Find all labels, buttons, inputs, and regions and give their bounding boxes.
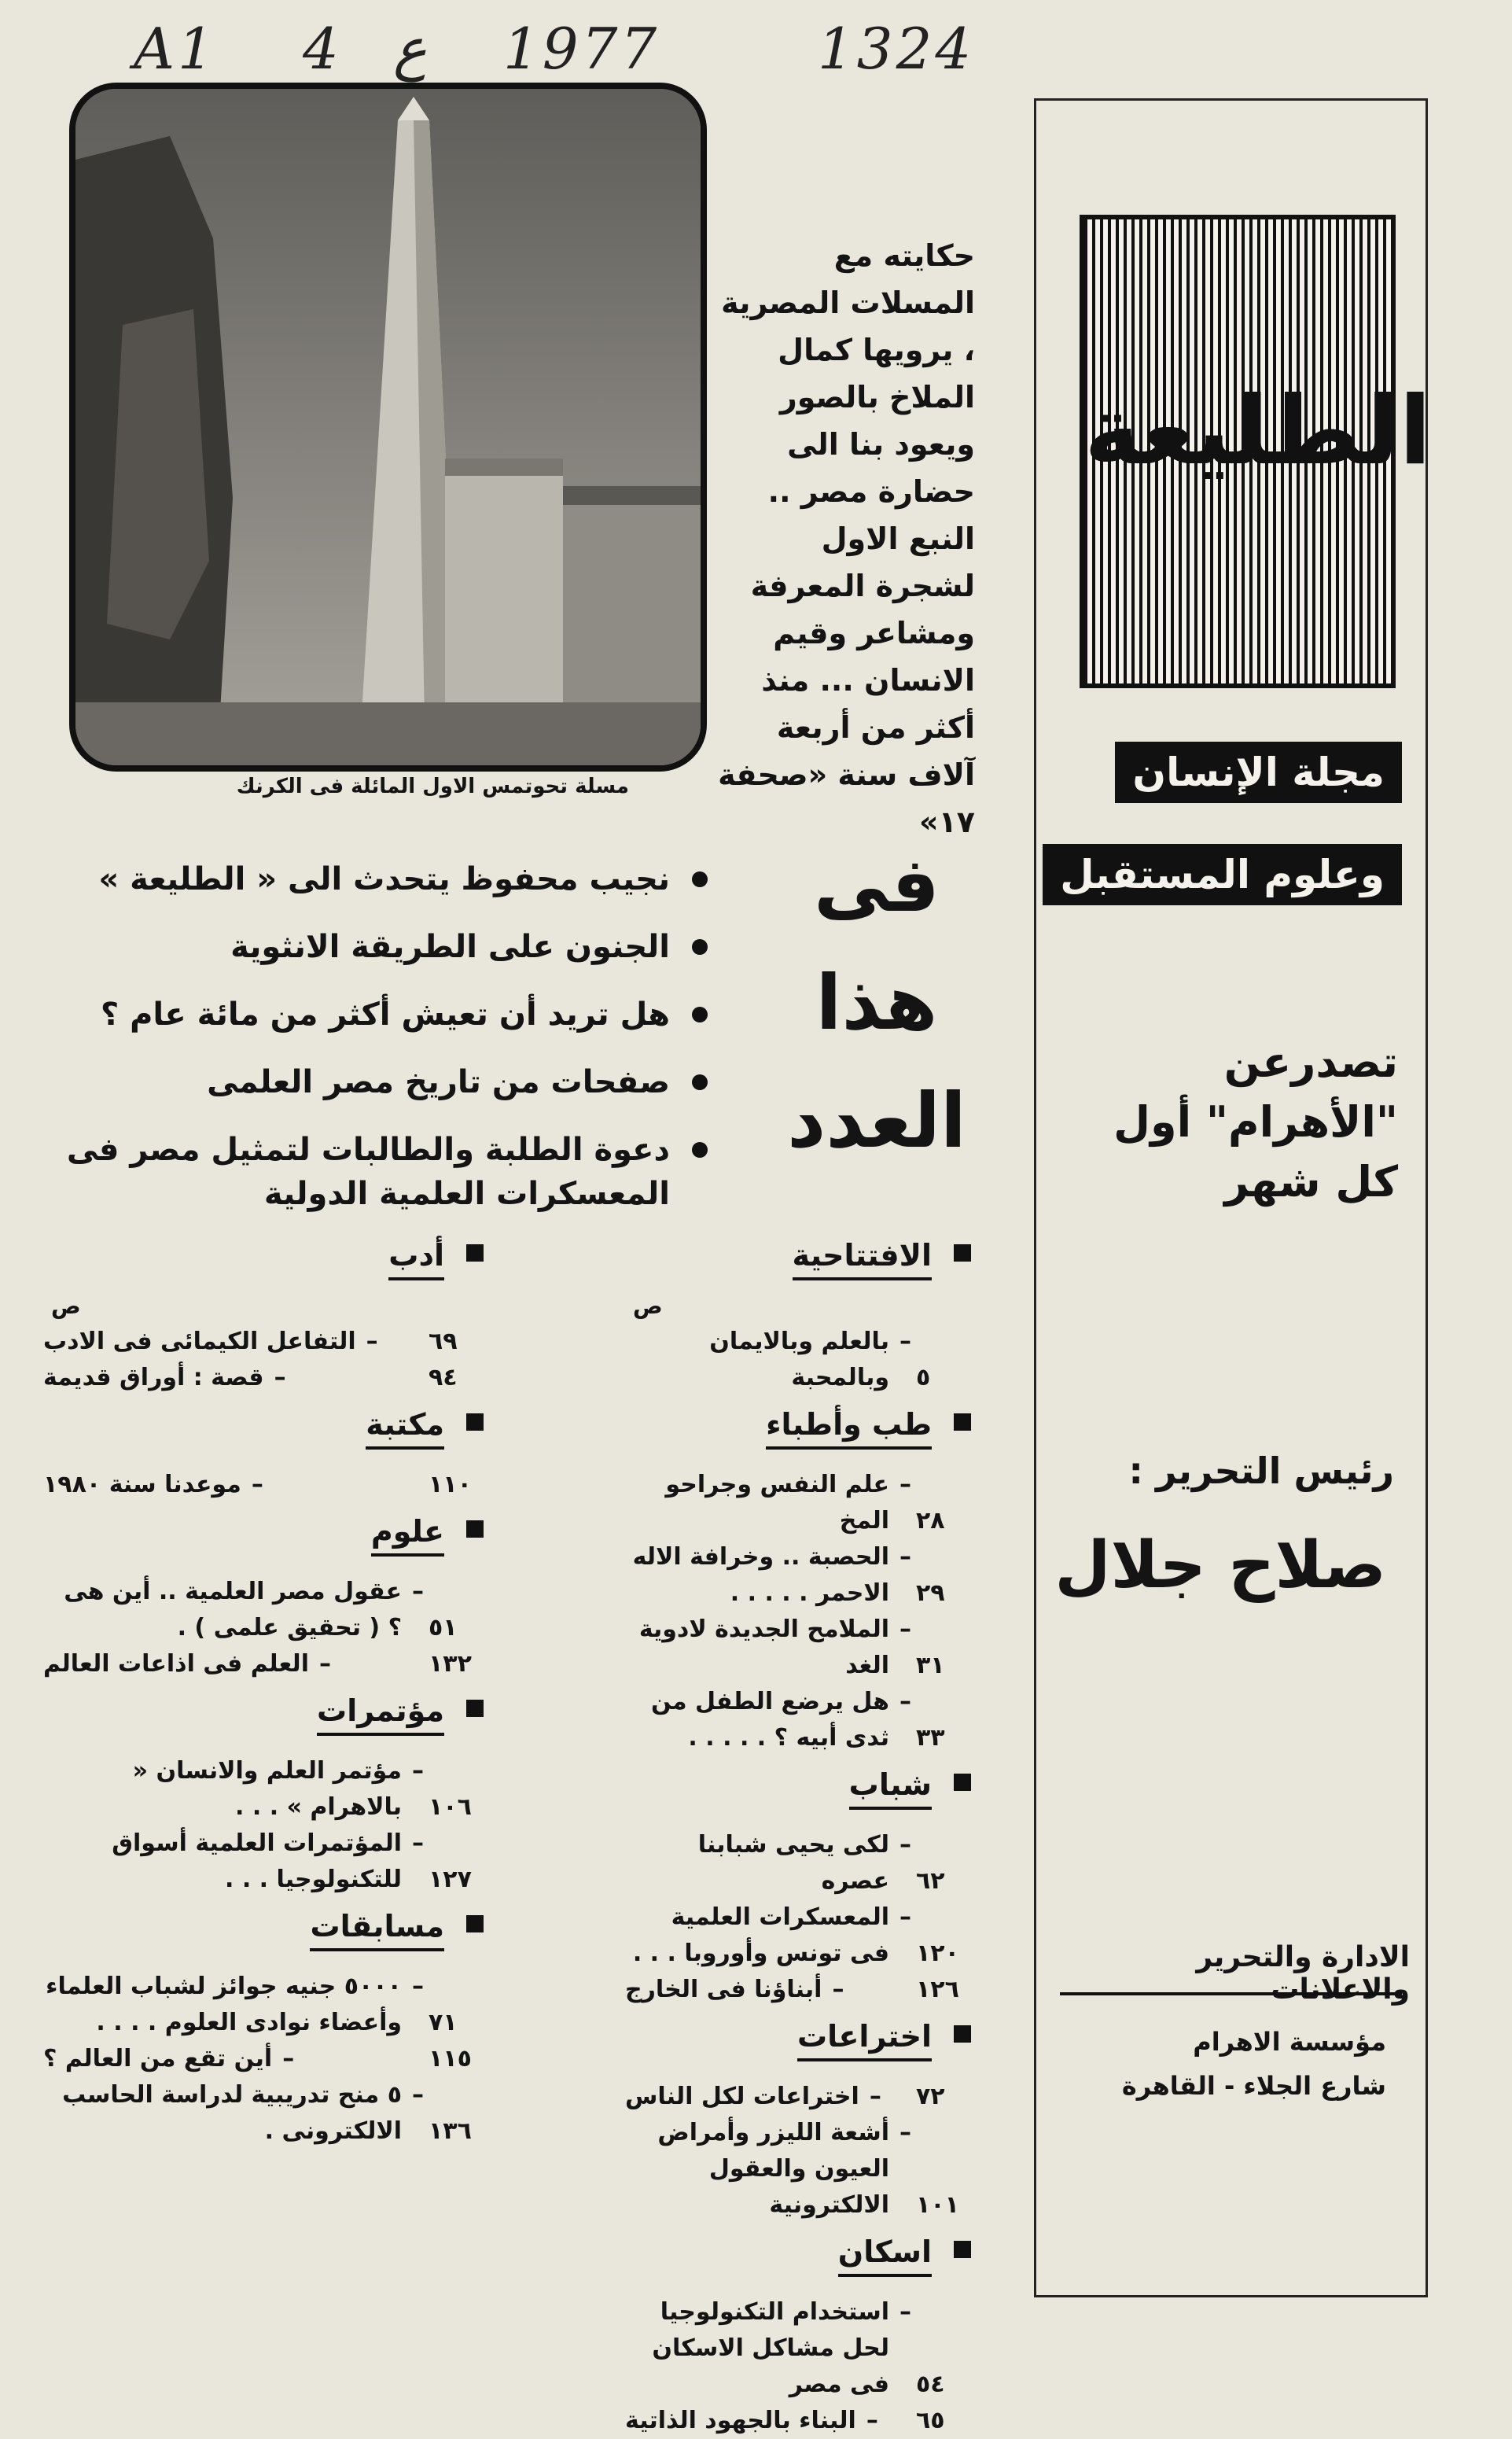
square-bullet-icon <box>954 2025 971 2043</box>
toc-entry-title: – مؤتمر العلم والانسان « بالاهرام » . . . <box>43 1753 424 1826</box>
toc-entry-page: ٦٩ <box>429 1328 458 1355</box>
toc-entry-page: ٥ <box>916 1364 931 1391</box>
administration-label: الادارة والتحرير والاعلانات <box>1196 1941 1410 2006</box>
toc-entry[interactable] <box>43 1360 484 1396</box>
toc-entry-page: ٢٩ <box>916 1579 945 1607</box>
toc-entry-page: ٥١ <box>429 1614 458 1641</box>
magazine-logo-box <box>1080 215 1432 688</box>
editor-in-chief-label: رئيس التحرير : <box>1128 1450 1394 1492</box>
obelisk-illustration <box>75 89 701 765</box>
toc-entry-title: – البناء بالجهود الذاتية <box>625 2403 878 2439</box>
toc-entry[interactable] <box>625 1612 971 1684</box>
toc-section-heading <box>43 1407 484 1450</box>
toc-section-title: شباب <box>849 1767 932 1810</box>
headline-item[interactable]: صفحات من تاريخ مصر العلمى <box>47 1060 708 1104</box>
toc-entry-page: ١١٥ <box>429 2045 472 2072</box>
toc-entry[interactable] <box>43 1969 484 2041</box>
page-column-header: ص <box>51 1293 81 1319</box>
toc-section-title: مؤتمرات <box>317 1693 444 1736</box>
photo-caption: مسلة تحوتمس الاول المائلة فى الكرنك <box>236 775 629 798</box>
toc-entry[interactable] <box>43 1646 484 1682</box>
toc-entry-page: ٥٤ <box>916 2371 945 2398</box>
toc-entry-title: – المعسكرات العلمية فى تونس وأوروبا . . . <box>625 1899 911 1972</box>
toc-entry-title: – هل يرضع الطفل من ثدى أبيه ؟ . . . . . <box>625 1684 911 1756</box>
admin-divider <box>1060 1992 1402 1995</box>
magazine-logo: الطليعة <box>1084 377 1432 486</box>
toc-entry-page: ٩٤ <box>429 1364 458 1391</box>
featured-headlines <box>47 857 708 1240</box>
toc-entry[interactable] <box>625 1684 971 1756</box>
toc-entry-page: ٧٢ <box>916 2083 945 2110</box>
toc-entry-title: – عقول مصر العلمية .. أين هى ؟ ( تحقيق علمى ) . <box>43 1574 424 1646</box>
toc-section-heading <box>625 2235 971 2277</box>
toc-entry-page: ٦٢ <box>916 1867 945 1895</box>
toc-entry-title: – أشعة الليزر وأمراض العيون والعقول الالكترونية <box>625 2115 911 2223</box>
toc-entry-title: – بالعلم وبالايمان وبالمحبة <box>625 1324 911 1396</box>
toc-section-heading <box>625 2019 971 2061</box>
toc-entry-title: – استخدام التكنولوجيا لحل مشاكل الاسكان فى مصر <box>625 2294 911 2403</box>
headline-item[interactable]: دعوة الطلبة والطالبات لتمثيل مصر فى المعسكرات العلمية الدولية <box>47 1128 708 1216</box>
toc-entry-page: ٣١ <box>916 1652 945 1679</box>
toc-section-title: مكتبة <box>366 1407 444 1450</box>
table-of-contents-right <box>625 1227 971 2439</box>
toc-entry-title: – ٥ منح تدريبية لدراسة الحاسب الالكترونى . <box>43 2077 424 2150</box>
in-this-issue-word-1: فى <box>814 841 940 929</box>
in-this-issue-title <box>786 826 967 1180</box>
toc-entry[interactable] <box>625 2294 971 2403</box>
in-this-issue-word-2: هذا <box>815 959 938 1047</box>
toc-entry[interactable] <box>625 1972 971 2008</box>
headline-item[interactable]: نجيب محفوظ يتحدث الى « الطليعة » <box>47 857 708 901</box>
toc-entry[interactable] <box>625 1324 971 1396</box>
editor-in-chief-name: صلاح جلال <box>1054 1528 1386 1603</box>
toc-section-heading <box>43 1238 484 1280</box>
toc-section-heading <box>43 1909 484 1951</box>
headline-item[interactable]: الجنون على الطريقة الانثوية <box>47 925 708 969</box>
square-bullet-icon <box>466 1520 484 1538</box>
toc-entry[interactable] <box>625 1467 971 1539</box>
toc-entry-page: ٦٥ <box>916 2407 945 2434</box>
toc-entry-title: – التفاعل الكيمائى فى الادب <box>43 1324 378 1360</box>
toc-entry[interactable] <box>625 1827 971 1899</box>
toc-entry-title: – اختراعات لكل الناس <box>625 2079 881 2115</box>
address-line-1: مؤسسة الاهرام <box>1193 2027 1386 2057</box>
square-bullet-icon <box>466 1915 484 1932</box>
toc-entry[interactable] <box>625 2079 971 2115</box>
toc-entry-title: – قصة : أوراق قديمة <box>43 1360 286 1396</box>
toc-entry-title: – العلم فى اذاعات العالم <box>43 1646 331 1682</box>
obelisk-photo <box>69 83 707 772</box>
toc-entry[interactable] <box>43 1467 484 1503</box>
toc-entry-page: ١٢٦ <box>916 1976 959 2003</box>
toc-entry-title: – لكى يحيى شبابنا عصره <box>625 1827 911 1899</box>
toc-section-title: اسكان <box>838 2235 932 2277</box>
toc-section-title: مسابقات <box>310 1909 444 1951</box>
toc-section-heading <box>625 1767 971 1810</box>
toc-entry[interactable] <box>43 1324 484 1360</box>
square-bullet-icon <box>954 1413 971 1431</box>
square-bullet-icon <box>954 1774 971 1791</box>
toc-section-title: الافتتاحية <box>793 1238 932 1280</box>
handwritten-mark-left: A1 <box>134 16 217 82</box>
toc-entry-title: – المؤتمرات العلمية أسواق للتكنولوجيا . . . <box>43 1826 424 1898</box>
toc-section-title: علوم <box>371 1514 444 1557</box>
in-this-issue-word-3: العدد <box>787 1077 966 1165</box>
square-bullet-icon <box>466 1413 484 1431</box>
toc-entry-title: – أين تقع من العالم ؟ <box>43 2041 294 2077</box>
toc-entry-title: – الحصبة .. وخرافة الاله الاحمر . . . . . <box>625 1539 911 1612</box>
publisher-tagline: تصدرعن "الأهرام" أول كل شهر <box>1113 1037 1398 1207</box>
square-bullet-icon <box>954 2241 971 2258</box>
toc-entry[interactable] <box>625 1899 971 1972</box>
toc-section-title: أدب <box>388 1238 444 1280</box>
masthead-column <box>1034 98 1432 2297</box>
cover-story-intro: حكايته مع المسلات المصرية ، يرويها كمال الملاخ بالصور ويعود بنا الى حضارة مصر .. النبع الاول لشجرة المعرفة ومشاعر وقيم الانسان ... منذ أكثر من أربعة آلاف سنة «صحفة ١٧» <box>718 238 975 839</box>
page-column-header: ص <box>633 1293 663 1319</box>
handwritten-code: 1324 <box>818 16 975 82</box>
toc-section-title: اختراعات <box>797 2019 932 2061</box>
address-line-2: شارع الجلاء - القاهرة <box>1121 2071 1386 2101</box>
toc-entry-title: – أبناؤنا فى الخارج <box>625 1972 844 2008</box>
toc-entry[interactable] <box>43 1753 484 1826</box>
toc-entry-title: – الملامح الجديدة لادوية الغد <box>625 1612 911 1684</box>
square-bullet-icon <box>466 1700 484 1717</box>
headline-item[interactable]: هل تريد أن تعيش أكثر من مائة عام ؟ <box>47 993 708 1037</box>
toc-entry-page: ١٠١ <box>916 2191 959 2219</box>
toc-section-heading <box>43 1514 484 1557</box>
toc-entry-page: ٢٨ <box>916 1507 945 1535</box>
table-of-contents-left <box>43 1227 484 2150</box>
toc-entry[interactable] <box>43 2041 484 2077</box>
toc-entry-page: ١٢٧ <box>429 1866 472 1893</box>
toc-entry[interactable] <box>625 1539 971 1612</box>
toc-entry-page: ١٠٦ <box>429 1793 472 1821</box>
toc-entry[interactable] <box>625 2115 971 2223</box>
toc-section-heading <box>43 1693 484 1736</box>
toc-entry[interactable] <box>625 2403 971 2439</box>
square-bullet-icon <box>466 1244 484 1262</box>
toc-entry-page: ١٣٦ <box>429 2117 472 2145</box>
subtitle-banner-1: مجلة الإنسان <box>1115 742 1402 803</box>
toc-section-heading <box>625 1238 971 1280</box>
toc-entry-page: ١١٠ <box>429 1471 472 1498</box>
handwritten-mark-mid2: ع <box>393 16 427 82</box>
toc-section-heading <box>625 1407 971 1450</box>
toc-entry[interactable] <box>43 2077 484 2150</box>
toc-entry-title: – ٥٠٠٠ جنيه جوائز لشباب العلماء وأعضاء نوادى العلوم . . . . <box>43 1969 424 2041</box>
toc-entry-page: ٧١ <box>429 2009 458 2036</box>
toc-entry-page: ١٢٠ <box>916 1940 959 1967</box>
toc-section-title: طب وأطباء <box>766 1407 932 1450</box>
subtitle-banner-2: وعلوم المستقبل <box>1043 844 1402 905</box>
toc-entry[interactable] <box>43 1826 484 1898</box>
toc-entry-title: – علم النفس وجراحو المخ <box>625 1467 911 1539</box>
toc-entry-page: ٣٣ <box>916 1724 945 1752</box>
toc-entry[interactable] <box>43 1574 484 1646</box>
square-bullet-icon <box>954 1244 971 1262</box>
handwritten-year: 1977 <box>503 16 660 82</box>
toc-entry-title: – موعدنا سنة ١٩٨٠ <box>43 1467 263 1503</box>
toc-entry-page: ١٣٢ <box>429 1650 472 1678</box>
address <box>1122 2020 1386 2108</box>
handwritten-mark-mid1: 4 <box>303 16 342 82</box>
